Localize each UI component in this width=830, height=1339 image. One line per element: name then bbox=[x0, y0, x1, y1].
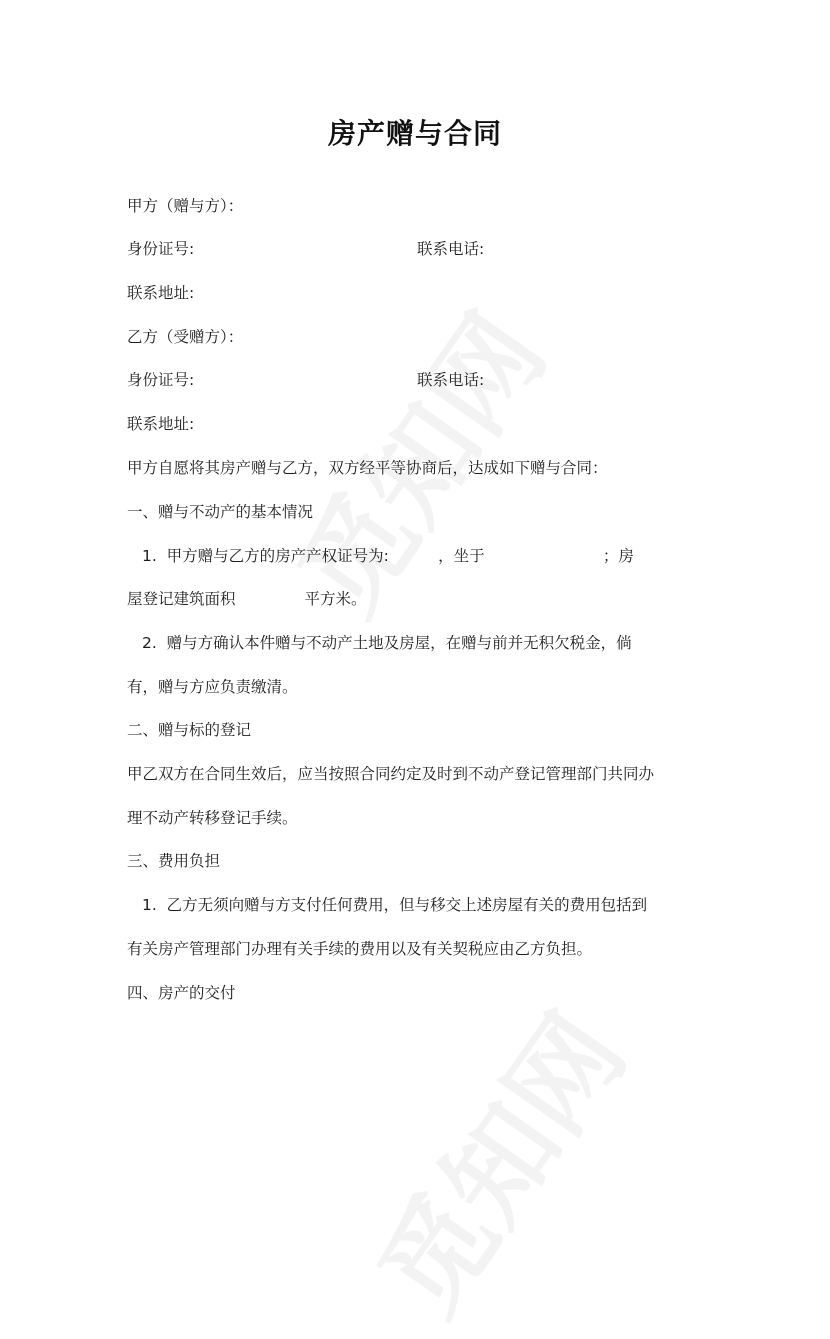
section4-heading: 四、房产的交付 bbox=[127, 984, 236, 1002]
section3-heading: 三、费用负担 bbox=[127, 852, 221, 870]
party-b-label: 乙方（受赠方）： bbox=[127, 328, 244, 346]
section1-item1-line2: 屋登记建筑面积 平方米。 bbox=[127, 590, 367, 608]
intro-paragraph: 甲方自愿将其房产赠与乙方，双方经平等协商后，达成如下赠与合同： bbox=[127, 459, 608, 477]
watermark-bottom bbox=[336, 979, 655, 1339]
party-a-address-label: 联系地址: bbox=[127, 284, 195, 302]
section1-item1-line1: 1. 甲方赠与乙方的房产产权证号为: ，坐于 ；房 bbox=[142, 547, 634, 565]
party-a-label: 甲方（赠与方）： bbox=[127, 197, 244, 215]
section1-item2-line2: 有，赠与方应负责缴清。 bbox=[127, 678, 298, 696]
section2-line2: 理不动产转移登记手续。 bbox=[127, 809, 298, 827]
party-b-id-label: 身份证号: bbox=[127, 371, 195, 389]
party-a-id-label: 身份证号: bbox=[127, 240, 195, 258]
party-b-address-label: 联系地址: bbox=[127, 415, 195, 433]
section2-heading: 二、赠与标的登记 bbox=[127, 721, 252, 739]
section1-heading: 一、赠与不动产的基本情况 bbox=[127, 503, 314, 521]
section1-item2-line1: 2. 赠与方确认本件赠与不动产土地及房屋，在赠与前并无积欠税金，倘 bbox=[142, 634, 632, 652]
section3-item1-line1: 1. 乙方无须向赠与方支付任何费用，但与移交上述房屋有关的费用包括到 bbox=[142, 896, 648, 914]
section2-line1: 甲乙双方在合同生效后，应当按照合同约定及时到不动产登记管理部门共同办 bbox=[127, 765, 655, 783]
party-b-phone-label: 联系电话: bbox=[417, 371, 485, 389]
section3-item1-line2: 有关房产管理部门办理有关手续的费用以及有关契税应由乙方负担。 bbox=[127, 940, 593, 958]
party-a-phone-label: 联系电话: bbox=[417, 240, 485, 258]
document-title: 房产赠与合同 bbox=[327, 117, 502, 150]
